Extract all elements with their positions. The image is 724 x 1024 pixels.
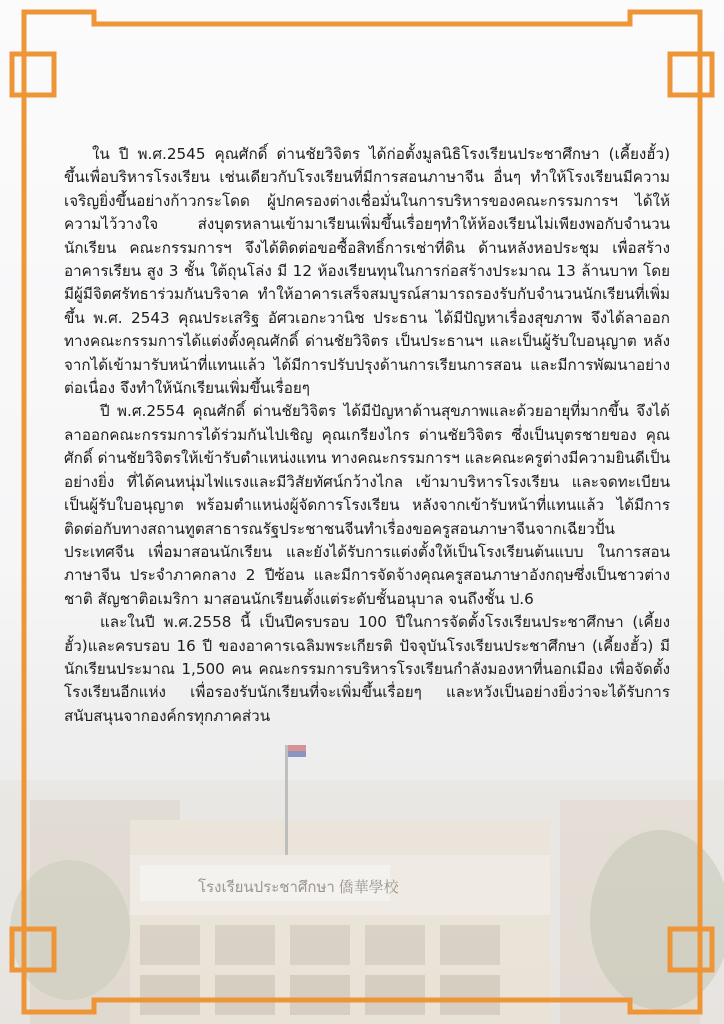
paragraph-2: ปี พ.ศ.2554 คุณศักดิ์ ด่านชัยวิจิตร ได้มีปัญหาด้านสุขภาพและด้วยอายุที่มากขึ้น จึงได้ลาออกคณะกรรมการได้ร่วมกันไปเชิญ คุณเกรียงไกร ด่านชัยวิจิตร ซึ่งเป็นบุตรชายของ คุณศักดิ์ ด่านชัยวิจิตรให้เข้ารับตำแหน่งแทน ทางคณะกรรมการฯ และคณะครูต่างมีความยินดีเป็นอย่างยิ่ง ที่ได้คนหนุ่มไฟแรงและมีวิสัยทัศน์กว้างไกล เข้ามาบริหารโรงเรียน และจดทะเบียนเป็นผู้รับใบอนุญาต พร้อมตำแหน่งผู้จัดการโรงเรียน หลังจากเข้ารับหน้าที่แทนแล้ว ได้มีการติดต่อกับทางสถานทูตสาธารณรัฐประชาชนจีนทำเรื่องขอครูสอนภาษาจีนจากเฉียวปั้น ประเทศจีน เพื่อมาสอนนักเรียน และยังได้รับการแต่งตั้งให้เป็นโรงเรียนต้นแบบ ในการสอนภาษาจีน ประจำภาคกลาง 2 ปีซ้อน และมีการจัดจ้างคุณครูสอนภาษาอังกฤษซึ่งเป็นชาวต่างชาติ สัญชาติอเมริกา มาสอนนักเรียนตั้งแต่ระดับชั้นอนุบาล จนถึงชั้น ป.6: [64, 402, 670, 608]
paragraph-1: ใน ปี พ.ศ.2545 คุณศักดิ์ ด่านชัยวิจิตร ได้ก่อตั้งมูลนิธิโรงเรียนประชาศึกษา (เคี้ยงฮั้ว) ขึ้นเพื่อบริหารโรงเรียน เช่นเดียวกับโรงเรียนที่มีการสอนภาษาจีน อื่นๆ ทำให้โรงเรียนมีความเจริญยิ่งขึ้นอย่างก้าวกระโดด ผู้ปกครองต่างเชื่อมั่นในการบริหารของคณะกรรมการฯ ได้ให้ความไว้วางใจ ส่งบุตรหลานเข้ามาเรียนเพิ่มขึ้นเรื่อยๆทำให้ห้องเรียนไม่เพียงพอกับจำนวนนักเรียน คณะกรรมการฯ จึงได้ติดต่อขอซื้อสิทธิ์การเช่าที่ดิน ด้านหลังหอประชุม เพื่อสร้างอาคารเรียน สูง 3 ชั้น ใต้ถุนโล่ง มี 12 ห้องเรียนทุนในการก่อสร้างประมาณ 13 ล้านบาท โดยมีผู้มีจิตศรัทธาร่วมกันบริจาค ทำให้อาคารเสร็จสมบูรณ์สามารถรองรับกับจำนวนนักเรียนที่เพิ่มขึ้น พ.ศ. 2543 คุณประเสริฐ อัศวเอกะวานิช ประธาน ได้มีปัญหาเรื่องสุขภาพ จึงได้ลาออกทางคณะกรรมการได้แต่งตั้งคุณศักดิ์ ด่านชัยวิจิตร เป็นประธานฯ และเป็นผู้รับใบอนุญาต หลังจากได้เข้ามารับหน้าที่แทนแล้ว ได้มีการปรับปรุงด้านการเรียนการสอน และมีการพัฒนาอย่างต่อเนื่อง จึงทำให้นักเรียนเพิ่มขึ้นเรื่อยๆ: [64, 145, 670, 398]
building-sign: โรงเรียนประชาศึกษา 僑華學校: [198, 880, 399, 896]
paragraph-3: และในปี พ.ศ.2558 นี้ เป็นปีครบรอบ 100 ปีในการจัดตั้งโรงเรียนประชาศึกษา (เคี้ยงฮั้ว)และครบรอบ 16 ปี ของอาคารเฉลิมพระเกียรติ ปัจจุบันโรงเรียนประชาศึกษา (เคี้ยงฮั้ว) มีนักเรียนประมาณ 1,500 คน คณะกรรมการบริหารโรงเรียนกำลังมองหาที่นอกเมือง เพื่อจัดตั้งโรงเรียนอีกแห่ง เพื่อรองรับนักเรียนที่จะเพิ่มขึ้นเรื่อยๆ และหวังเป็นอย่างยิ่งว่าจะได้รับการสนับสนุนจากองค์กรทุกภาคส่วน: [64, 613, 670, 725]
history-text-block: [64, 143, 670, 728]
